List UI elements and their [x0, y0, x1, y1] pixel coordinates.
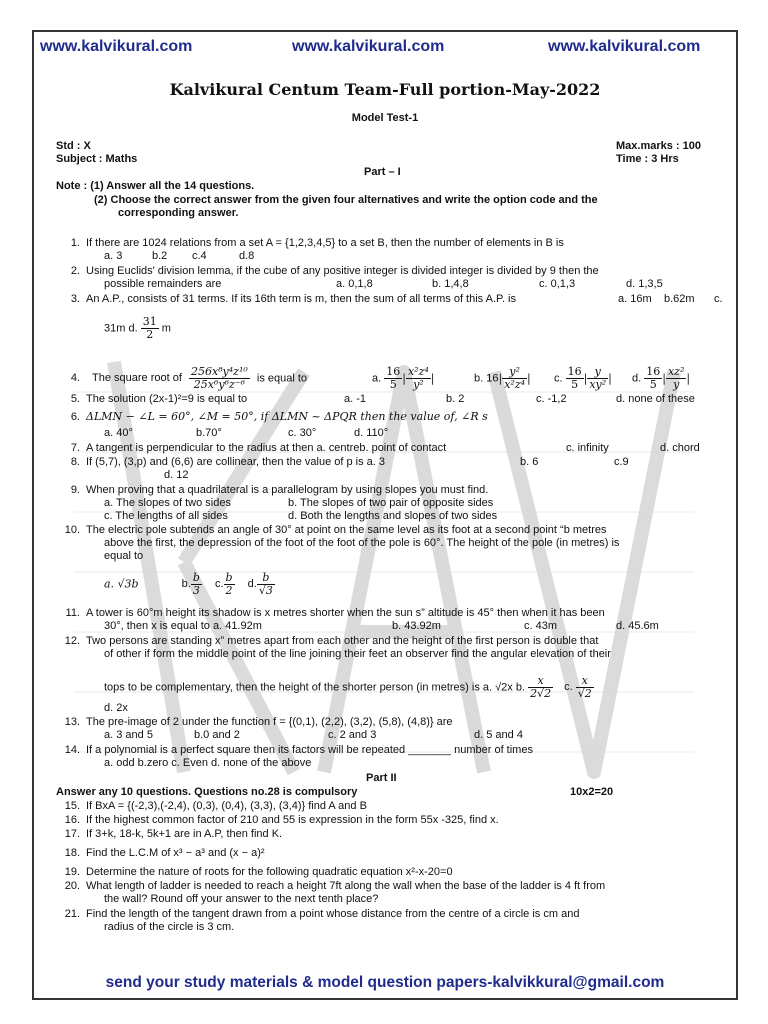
option: d. 110° [354, 427, 389, 439]
option: a. odd b.zero c. Even d. none of the above [104, 757, 312, 769]
option: a. The slopes of two sides [104, 497, 231, 509]
question-18: 18. Find the L.C.M of x³ − a³ and (x − a)² [64, 847, 265, 859]
option: b.62m [664, 293, 695, 305]
question-2: 2. Using Euclids' division lemma, if the cube of any positive integer is divided integer is divided by 9 then the [70, 265, 599, 277]
question-20: 20. What length of ladder is needed to reach a height 7ft along the wall when the base of the ladder is 4 ft from [64, 880, 606, 892]
option: c. infinity [566, 442, 609, 454]
option: b. 43.92m [392, 620, 441, 632]
note-2: (2) Choose the correct answer from the given four alternatives and write the option code and the [94, 194, 598, 206]
option: a. 16m [618, 293, 652, 305]
option: a. 40° [104, 427, 133, 439]
question-15: 15. If BxA = {(-2,3),(-2,4), (0,3), (0,4), (3,3), (3,4)} find A and B [64, 800, 367, 812]
option: c.4 [192, 250, 207, 262]
option: d. 12 [164, 469, 189, 481]
option: d. none of these [616, 393, 695, 405]
part1-heading: Part – I [364, 166, 401, 178]
question-10: 10. The electric pole subtends an angle of 30° at point on the same level as its foot at a second point “b metres [64, 524, 607, 536]
note-3: corresponding answer. [118, 207, 239, 219]
option: d.8 [239, 250, 255, 262]
option: d. 2x [104, 702, 128, 714]
question-8: 8. If (5,7), (3,p) and (6,6) are collinear, then the value of p is a. 3 [70, 456, 385, 468]
part2-heading: Part II [366, 772, 397, 784]
option: c. 43m [524, 620, 558, 632]
option: d. Both the lengths and slopes of two sides [288, 510, 498, 522]
site-link-center[interactable]: www.kalvikural.com [292, 38, 445, 55]
question-10-cont: equal to [104, 550, 144, 562]
part2-marks: 10x2=20 [570, 786, 614, 798]
question-19: 19. Determine the nature of roots for the following quadratic equation x²-x-20=0 [64, 866, 453, 878]
question-11: 11. A tower is 60°m height its shadow is x metres shorter when the sun s” altitude is 45° then when it has been [65, 607, 605, 619]
option: c. 2 and 3 [328, 729, 377, 741]
question-21: 21. Find the length of the tangent drawn from a point whose distance from the centre of a circle is cm and [64, 908, 580, 920]
std-label: Std : X [56, 140, 91, 152]
option: a. 3 and 5 [104, 729, 153, 741]
exam-page [32, 30, 738, 1000]
subject-label: Subject : Maths [56, 153, 138, 165]
question-4: 4. The square root of $\frac{\text{256x⁸y⁴z¹⁰}}{\text{25x⁶y⁶z⁻⁶}}$ is equal to [70, 365, 308, 391]
option: a. -1 [344, 393, 367, 405]
exam-title: Kalvikural Centum Team-Full portion-May-2022 [169, 80, 601, 99]
question-9: 9. When proving that a quadrilateral is a parallelogram by using slopes you must find. [70, 484, 489, 496]
option: c. 30° [288, 427, 317, 439]
question-16: 16. If the highest common factor of 210 and 55 is expression in the form 55x -325, find x. [64, 814, 499, 826]
option: c. -1,2 [536, 393, 567, 405]
footer-contact[interactable]: send your study materials & model question papers-kalvikkural@gmail.com [105, 974, 665, 991]
option: c. 0,1,3 [539, 278, 576, 290]
q4-option-d: d. $\frac{16}{5}$ | $\frac{\text{xz²}}{y}$ | [632, 365, 691, 392]
option: d. 1,3,5 [626, 278, 663, 290]
q4-option-a: a. $\frac{16}{5}$ | $\frac{\text{x²z⁴}}{\text{y²}}$ | [372, 365, 435, 392]
option: a. 3 [104, 250, 123, 262]
option: c. [714, 293, 723, 305]
time-label: Time : 3 Hrs [616, 153, 679, 165]
question-1: 1. If there are 1024 relations from a set A = {1,2,3,4,5} to a set B, then the number of elements in B is [70, 237, 564, 249]
question-13: 13. The pre-image of 2 under the function f = {(0,1), (2,2), (3,2), (5,8), (4,8)} are [64, 716, 453, 728]
q10-options: a. √3b b. $\frac{b}{3}$ c. $\frac{b}{2}$ d. $\frac{b}{√3}$ [104, 571, 273, 597]
question-20-cont: the wall? Round off your answer to the next tenth place? [104, 893, 379, 905]
question-10-cont: above the first, the depression of the foot of the foot of the pole is 60°. The height of the pole (in metres) is [104, 537, 620, 549]
question-3-cont: 31m d. $\frac{31}{2}$ m [104, 315, 171, 341]
question-11-cont: 30°, then x is equal to a. 41.92m [104, 620, 262, 632]
question-5: 5. The solution (2x-1)²=9 is equal to [70, 393, 248, 405]
question-6: 6. ΔLMN − ∠L = 60°, ∠M = 50°, if ΔLMN ~ ΔPQR then the value of, ∠R s [70, 410, 488, 423]
option: d. 5 and 4 [474, 729, 523, 741]
question-7: 7. A tangent is perpendicular to the radius at then a. centreb. point of contact [70, 442, 447, 454]
option: d. 45.6m [616, 620, 659, 632]
option: b. The slopes of two pair of opposite sides [288, 497, 494, 509]
max-marks: Max.marks : 100 [616, 140, 701, 152]
exam-subtitle: Model Test-1 [351, 112, 419, 124]
question-12-cont2: tops to be complementary, then the height of the shorter person (in metres) is a. √2x b. $\frac{x}{2√2}$ c. $\frac{x}{√2}$ [104, 674, 592, 700]
q4-option-c: c. $\frac{16}{5}$ | $\frac{y}{\text{xy²}}$ | [554, 365, 612, 392]
option: b.0 and 2 [194, 729, 240, 741]
option: b.2 [152, 250, 168, 262]
question-3: 3. An A.P., consists of 31 terms. If its 16th term is m, then the sum of all terms of this A.P. is [70, 293, 516, 305]
site-header [34, 38, 736, 66]
option: b. 1,4,8 [432, 278, 469, 290]
note-1: Note : (1) Answer all the 14 questions. [56, 180, 255, 192]
option: a. 0,1,8 [336, 278, 373, 290]
site-link-left[interactable]: www.kalvikural.com [40, 38, 193, 55]
part2-note: Answer any 10 questions. Questions no.28 is compulsory [56, 786, 358, 798]
question-12-cont: of other if form the middle point of the line joining their feet an observer find the angular elevation of their [104, 648, 611, 660]
q4-option-b: b. 16| $\frac{\text{y²}}{\text{x²z⁴}}$ | [474, 365, 531, 391]
question-17: 17. If 3+k, 18-k, 5k+1 are in A.P, then find K. [64, 828, 283, 840]
option: b.70° [196, 427, 222, 439]
option: c.9 [614, 456, 629, 468]
question-12: 12. Two persons are standing x” metres apart from each other and the height of the first person is double that [64, 635, 599, 647]
question-2-cont: possible remainders are [104, 278, 222, 290]
question-14: 14. If a polynomial is a perfect square then its factors will be repeated _______ number of times [64, 744, 533, 756]
option: d. chord [660, 442, 700, 454]
option: b. 2 [446, 393, 465, 405]
option: b. 6 [520, 456, 539, 468]
question-21-cont: radius of the circle is 3 cm. [104, 921, 235, 933]
option: c. The lengths of all sides [104, 510, 228, 522]
site-link-right[interactable]: www.kalvikural.com [548, 38, 701, 55]
